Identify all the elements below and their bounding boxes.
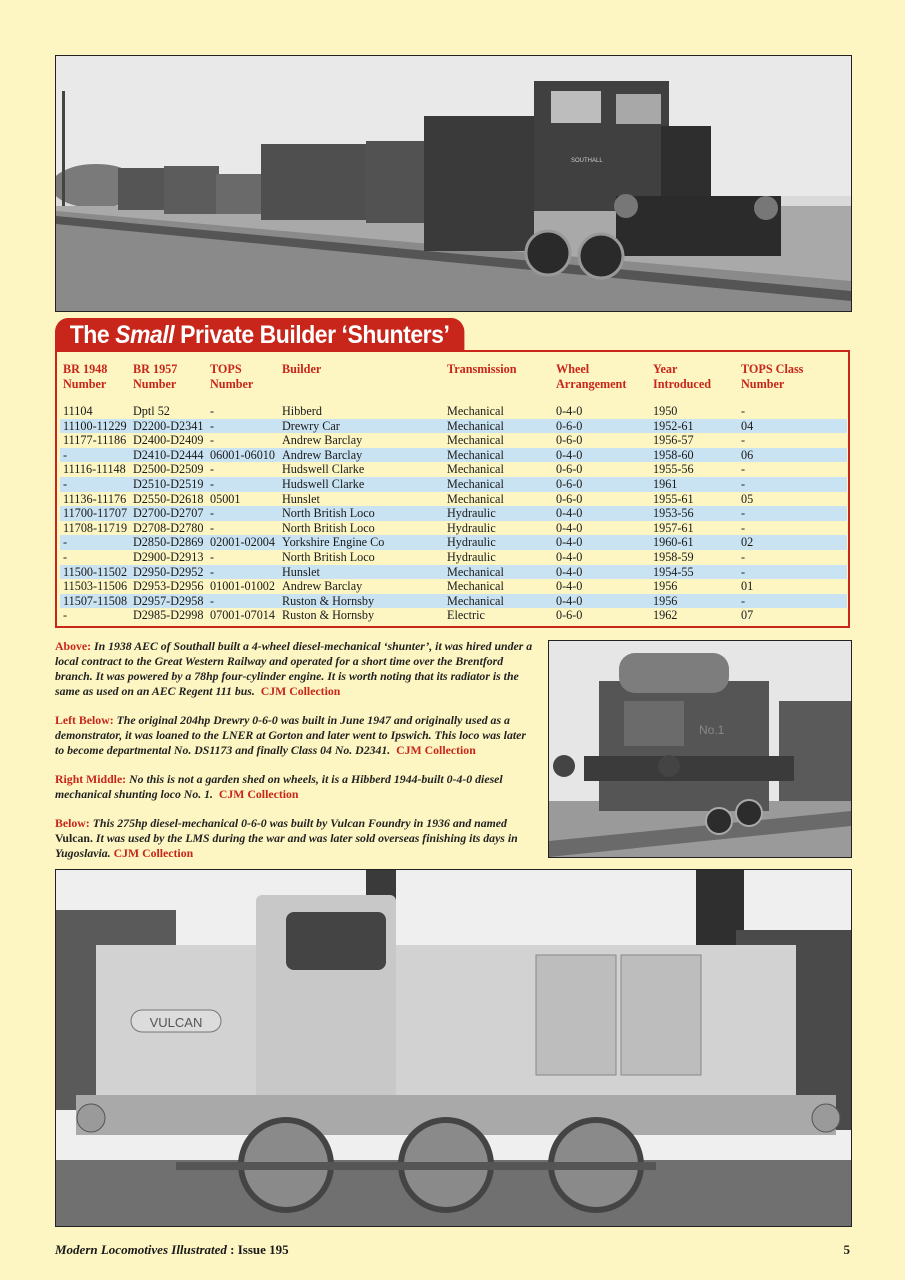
table-row (60, 419, 847, 434)
table-cell: 11104 (63, 404, 93, 418)
table-cell: Hudswell Clarke (282, 462, 365, 477)
table-cell: - (741, 433, 746, 448)
loco-number-text: No.1 (699, 723, 725, 737)
table-cell: Andrew Barclay (282, 433, 363, 448)
table-cell: 11100-11229 (60, 419, 130, 434)
table-cell: Ruston & Hornsby (279, 594, 444, 609)
table-cell: 11708-11719 (63, 520, 128, 535)
issue-number: : Issue 195 (230, 1242, 289, 1257)
column-header-line: TOPS Class (741, 362, 804, 376)
column-header (444, 362, 553, 404)
table-cell: 07 (741, 608, 754, 623)
table-cell: 1953-56 (650, 506, 738, 521)
column-header-line: Wheel (556, 362, 590, 376)
heading-emphasis: Small (115, 321, 175, 349)
table-row (60, 492, 847, 507)
table-row (60, 579, 847, 594)
caption-lead: Above: (55, 639, 92, 653)
table-cell: 11500-11502 (60, 565, 130, 580)
table-row (60, 462, 847, 477)
column-header-line: Year (653, 362, 678, 376)
table-cell: 0-4-0 (556, 520, 583, 535)
magazine-title: Modern Locomotives Illustrated (55, 1242, 227, 1257)
table-cell: 02 (738, 535, 847, 550)
column-header-line: Introduced (653, 377, 712, 391)
table-cell: 1955-56 (653, 462, 694, 477)
table-cell: 0-4-0 (553, 448, 650, 463)
table-cell: 1956 (650, 594, 738, 609)
table-cell: D2550-D2618 (133, 491, 204, 506)
column-header-line: Arrangement (556, 377, 627, 391)
table-row (60, 535, 847, 550)
table-cell: 1960-61 (650, 535, 738, 550)
table-cell: Hibberd (282, 404, 322, 418)
table-cell: 0-6-0 (556, 491, 583, 506)
photo-vulcan-loco (55, 869, 852, 1227)
column-header-line: Number (133, 377, 177, 391)
table-cell: Andrew Barclay (282, 579, 363, 594)
footer-publication (55, 1242, 289, 1258)
table-cell: 05 (741, 491, 754, 506)
table-cell: 1958-59 (653, 549, 694, 564)
table-row (60, 433, 847, 448)
table-cell: - (207, 419, 279, 434)
table-cell: - (741, 549, 746, 564)
table-cell: - (741, 462, 746, 477)
shunters-table-box (55, 350, 850, 628)
table-header-row (60, 362, 847, 404)
table-cell: D2400-D2409 (133, 433, 204, 448)
table-row (60, 404, 847, 419)
table-cell: Mechanical (447, 433, 504, 448)
table-cell: 11177-11186 (63, 433, 127, 448)
caption-text: This 275hp diesel-mechanical 0-6-0 was built by Vulcan Foundry in 1936 and named (92, 816, 507, 830)
table-cell: D2410-D2444 (130, 448, 207, 463)
table-cell: 06001-06010 (207, 448, 279, 463)
caption-text: In 1938 AEC of Southall built a 4-wheel diesel-mechanical ‘shunter’, it was hired under a local contract to the Great Western Railway and operated for a short time over the Brentford branch. It was powered by a 78hp four-cylinder engine. It is worth noting that its radiator is the same as used on an AEC Regent 111 bus. (55, 639, 533, 698)
table-cell: - (210, 549, 215, 564)
table-cell: 01 (741, 579, 754, 594)
table-cell: D2708-D2780 (133, 520, 204, 535)
table-cell: 0-4-0 (553, 594, 650, 609)
table-cell: 1950 (653, 404, 678, 418)
column-header (130, 362, 207, 404)
table-cell: 0-4-0 (556, 549, 583, 564)
caption-credit: CJM Collection (218, 787, 299, 801)
table-cell: - (210, 404, 215, 418)
table-row (60, 550, 847, 565)
table-cell: 1956-57 (653, 433, 694, 448)
table-cell: North British Loco (279, 506, 444, 521)
table-cell: 05001 (210, 491, 241, 506)
table-cell: Mechanical (447, 462, 504, 477)
caption-credit: CJM Collection (396, 743, 476, 757)
table-cell: 01001-01002 (210, 579, 275, 594)
caption-right-middle (55, 772, 535, 802)
column-header-line: Number (63, 377, 107, 391)
table-cell: 1954-55 (650, 565, 738, 580)
caption-text: It was used by the LMS during the war and was later sold overseas finishing its days in Yugoslavia. (55, 831, 518, 860)
table-row (60, 565, 847, 580)
column-header (650, 362, 738, 404)
table-cell: Mechanical (447, 404, 504, 418)
table-cell: 0-6-0 (556, 433, 583, 448)
table-cell: Hydraulic (447, 520, 496, 535)
caption-credit: CJM Collection (113, 846, 194, 860)
table-cell: 0-4-0 (553, 506, 650, 521)
table-cell: North British Loco (282, 520, 375, 535)
column-header-line: Number (210, 377, 254, 391)
table-cell: 0-4-0 (553, 535, 650, 550)
table-cell: D2850-D2869 (130, 535, 207, 550)
table-cell: 06 (738, 448, 847, 463)
caption-text: No this is not a garden shed on wheels, it is a Hibberd 1944-built 0-4-0 diesel mechanical shunting loco No. 1. (55, 772, 503, 801)
loco-nameplate-text: VULCAN (149, 1015, 203, 1030)
column-header-line: Builder (282, 362, 322, 376)
table-row (60, 521, 847, 536)
table-cell: Hunslet (282, 491, 320, 506)
photo-aec-shunter (55, 55, 852, 312)
table-cell: - (210, 520, 215, 535)
table-cell: 0-6-0 (553, 419, 650, 434)
photo-hibberd-loco (548, 640, 852, 858)
table-cell: 11136-11176 (63, 491, 127, 506)
table-cell: 1962 (653, 608, 678, 623)
table-cell: 11507-11508 (60, 594, 130, 609)
table-cell: - (63, 608, 68, 623)
table-cell: 1956 (653, 579, 678, 594)
caption-lead: Right Middle: (55, 772, 127, 786)
table-cell: Andrew Barclay (279, 448, 444, 463)
caption-credit: CJM Collection (260, 684, 341, 698)
table-cell: 1961 (650, 477, 738, 492)
caption-loco-name: Vulcan. (55, 831, 93, 845)
table-cell: 07001-07014 (210, 608, 275, 623)
column-header-line: BR 1948 (63, 362, 108, 376)
column-header (553, 362, 650, 404)
column-header-line: BR 1957 (133, 362, 178, 376)
table-cell: - (207, 477, 279, 492)
table-row (60, 506, 847, 521)
table-cell: Mechanical (444, 565, 553, 580)
column-header-line: Number (741, 377, 785, 391)
column-header-line: TOPS (210, 362, 242, 376)
caption-below (55, 816, 535, 861)
table-cell: Dptl 52 (133, 404, 170, 418)
table-cell: - (207, 506, 279, 521)
table-cell: D2500-D2509 (133, 462, 204, 477)
table-cell: Yorkshire Engine Co (279, 535, 444, 550)
table-cell: Hudswell Clarke (279, 477, 444, 492)
table-cell: D2200-D2341 (130, 419, 207, 434)
table-cell: D2900-D2913 (133, 549, 204, 564)
table-cell: D2985-D2998 (133, 608, 204, 623)
table-cell: 0-4-0 (553, 565, 650, 580)
caption-text: The original 204hp Drewry 0-6-0 was built in June 1947 and originally used as a demonstrator, it was loaned to the LNER at Gorton and later went to Ipswich. This loco was later to become departmental No. DS1173 and finally Class 04 No. D2341. (55, 713, 526, 757)
table-cell: - (210, 462, 215, 477)
table-cell: 02001-02004 (207, 535, 279, 550)
table-cell: 1957-61 (653, 520, 694, 535)
table-cell: Electric (447, 608, 485, 623)
table-cell: Mechanical (447, 579, 504, 594)
page-number: 5 (843, 1242, 850, 1257)
table-cell: - (738, 477, 847, 492)
caption-left-below (55, 713, 535, 758)
table-cell: Mechanical (447, 491, 504, 506)
table-cell: D2510-D2519 (130, 477, 207, 492)
table-cell: 0-6-0 (553, 477, 650, 492)
table-cell: 1952-61 (650, 419, 738, 434)
table-row (60, 477, 847, 492)
table-cell: Mechanical (444, 477, 553, 492)
table-cell: Mechanical (444, 419, 553, 434)
table-cell: D2700-D2707 (130, 506, 207, 521)
column-header (738, 362, 847, 404)
table-cell: 1958-60 (650, 448, 738, 463)
caption-lead: Below: (55, 816, 90, 830)
table-cell: Hydraulic (444, 506, 553, 521)
column-header (60, 362, 130, 404)
table-cell: Mechanical (444, 594, 553, 609)
shunters-table (60, 362, 847, 623)
table-cell: D2957-D2958 (130, 594, 207, 609)
table-cell: - (60, 477, 130, 492)
section-heading: The Small Private Builder ‘Shunters’ (55, 318, 464, 352)
table-cell: Hydraulic (444, 535, 553, 550)
table-cell: 1955-61 (653, 491, 694, 506)
table-cell: - (738, 506, 847, 521)
table-cell: - (741, 520, 746, 535)
table-cell: Mechanical (444, 448, 553, 463)
table-cell: 11503-11506 (63, 579, 128, 594)
table-row (60, 594, 847, 609)
column-header (279, 362, 444, 404)
table-cell: - (207, 565, 279, 580)
table-cell: 11116-11148 (63, 462, 126, 477)
table-cell: Drewry Car (279, 419, 444, 434)
table-cell: D2950-D2952 (130, 565, 207, 580)
table-cell: - (738, 565, 847, 580)
table-row (60, 608, 847, 623)
caption-above (55, 639, 535, 699)
table-cell: - (60, 535, 130, 550)
table-cell: - (63, 549, 68, 564)
column-header (207, 362, 279, 404)
table-cell: North British Loco (282, 549, 375, 564)
table-cell: 0-4-0 (556, 404, 583, 418)
table-row (60, 448, 847, 463)
table-cell: Hydraulic (447, 549, 496, 564)
captions (55, 639, 535, 875)
table-cell: Ruston & Hornsby (282, 608, 375, 623)
loco-plate-text: SOUTHALL (571, 158, 603, 164)
table-cell: 0-6-0 (556, 462, 583, 477)
table-cell: - (60, 448, 130, 463)
column-header-line: Transmission (447, 362, 517, 376)
table-cell: 04 (738, 419, 847, 434)
table-cell: Hunslet (279, 565, 444, 580)
table-cell: - (741, 404, 746, 418)
table-cell: - (738, 594, 847, 609)
caption-lead: Left Below: (55, 713, 114, 727)
table-cell: - (210, 433, 215, 448)
table-cell: D2953-D2956 (133, 579, 204, 594)
table-cell: 0-6-0 (556, 608, 583, 623)
table-cell: - (207, 594, 279, 609)
table-cell: 0-4-0 (556, 579, 583, 594)
table-cell: 11700-11707 (60, 506, 130, 521)
